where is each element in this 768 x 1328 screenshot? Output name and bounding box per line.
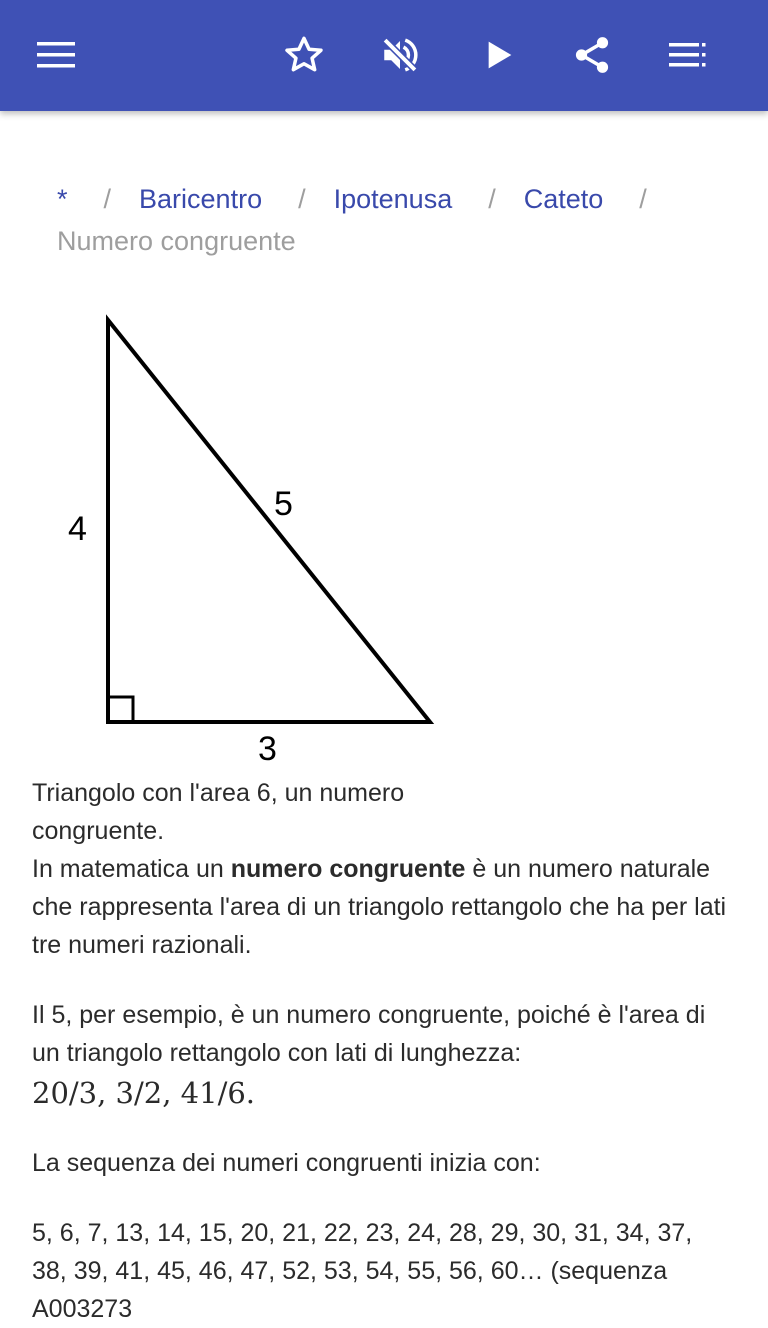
article-paragraph: La sequenza dei numeri congruenti inizia con: (32, 1149, 541, 1177)
star-icon (283, 34, 325, 76)
bold-term: numero congruente (230, 855, 466, 883)
paragraph-text: è un numero naturale che rappresenta l'area di un triangolo rettangolo che ha per lati tre numeri razionali. (32, 855, 727, 959)
breadcrumb-separator: / (488, 184, 496, 214)
label-hypotenuse: 5 (274, 485, 293, 523)
menu-button[interactable] (28, 27, 84, 83)
share-button[interactable] (564, 27, 620, 83)
play-icon (482, 39, 514, 71)
contents-button[interactable] (660, 27, 716, 83)
breadcrumb (57, 178, 737, 262)
menu-icon (37, 41, 75, 69)
share-icon (571, 34, 613, 76)
breadcrumb-separator: / (639, 184, 647, 214)
label-base-side: 3 (258, 730, 277, 768)
paragraph-text: In matematica un (32, 855, 231, 883)
paragraph-text: Il 5, per esempio, è un numero congruente, poiché è l'area di un triangolo rettangolo con lati di lunghezza: (32, 1001, 706, 1067)
label-vertical-side: 4 (68, 510, 87, 548)
breadcrumb-separator: / (103, 184, 112, 214)
figure-caption: Triangolo con l'area 6, un numero congruente. (32, 779, 405, 845)
list-icon (669, 42, 707, 68)
app-bar (0, 0, 768, 111)
play-button[interactable] (470, 27, 526, 83)
right-angle-marker (108, 697, 133, 722)
breadcrumb-item-home[interactable]: * (57, 184, 68, 214)
right-triangle-figure[interactable] (40, 300, 460, 780)
volume-off-icon (379, 34, 421, 76)
breadcrumb-item-cateto[interactable]: Cateto (523, 184, 604, 214)
breadcrumb-separator: / (298, 184, 306, 214)
favorite-button[interactable] (276, 27, 332, 83)
article-paragraph: 5, 6, 7, 13, 14, 15, 20, 21, 22, 23, 24, 28, 29, 30, 31, 34, 37, 38, 39, 41, 45, 46, 47, 52, 53, 54, 55, 56, 60… (sequenza A003273 (32, 1219, 693, 1323)
article-paragraph (32, 850, 732, 964)
breadcrumb-item-baricentro[interactable]: Baricentro (139, 184, 263, 214)
breadcrumb-item-ipotenusa[interactable]: Ipotenusa (333, 184, 453, 214)
mute-button[interactable] (372, 27, 428, 83)
triangle-shape (108, 320, 430, 722)
math-formula: 20/3, 3/2, 41/6. (32, 1076, 256, 1110)
article-paragraph (32, 996, 732, 1114)
breadcrumb-current: Numero congruente (57, 226, 296, 256)
